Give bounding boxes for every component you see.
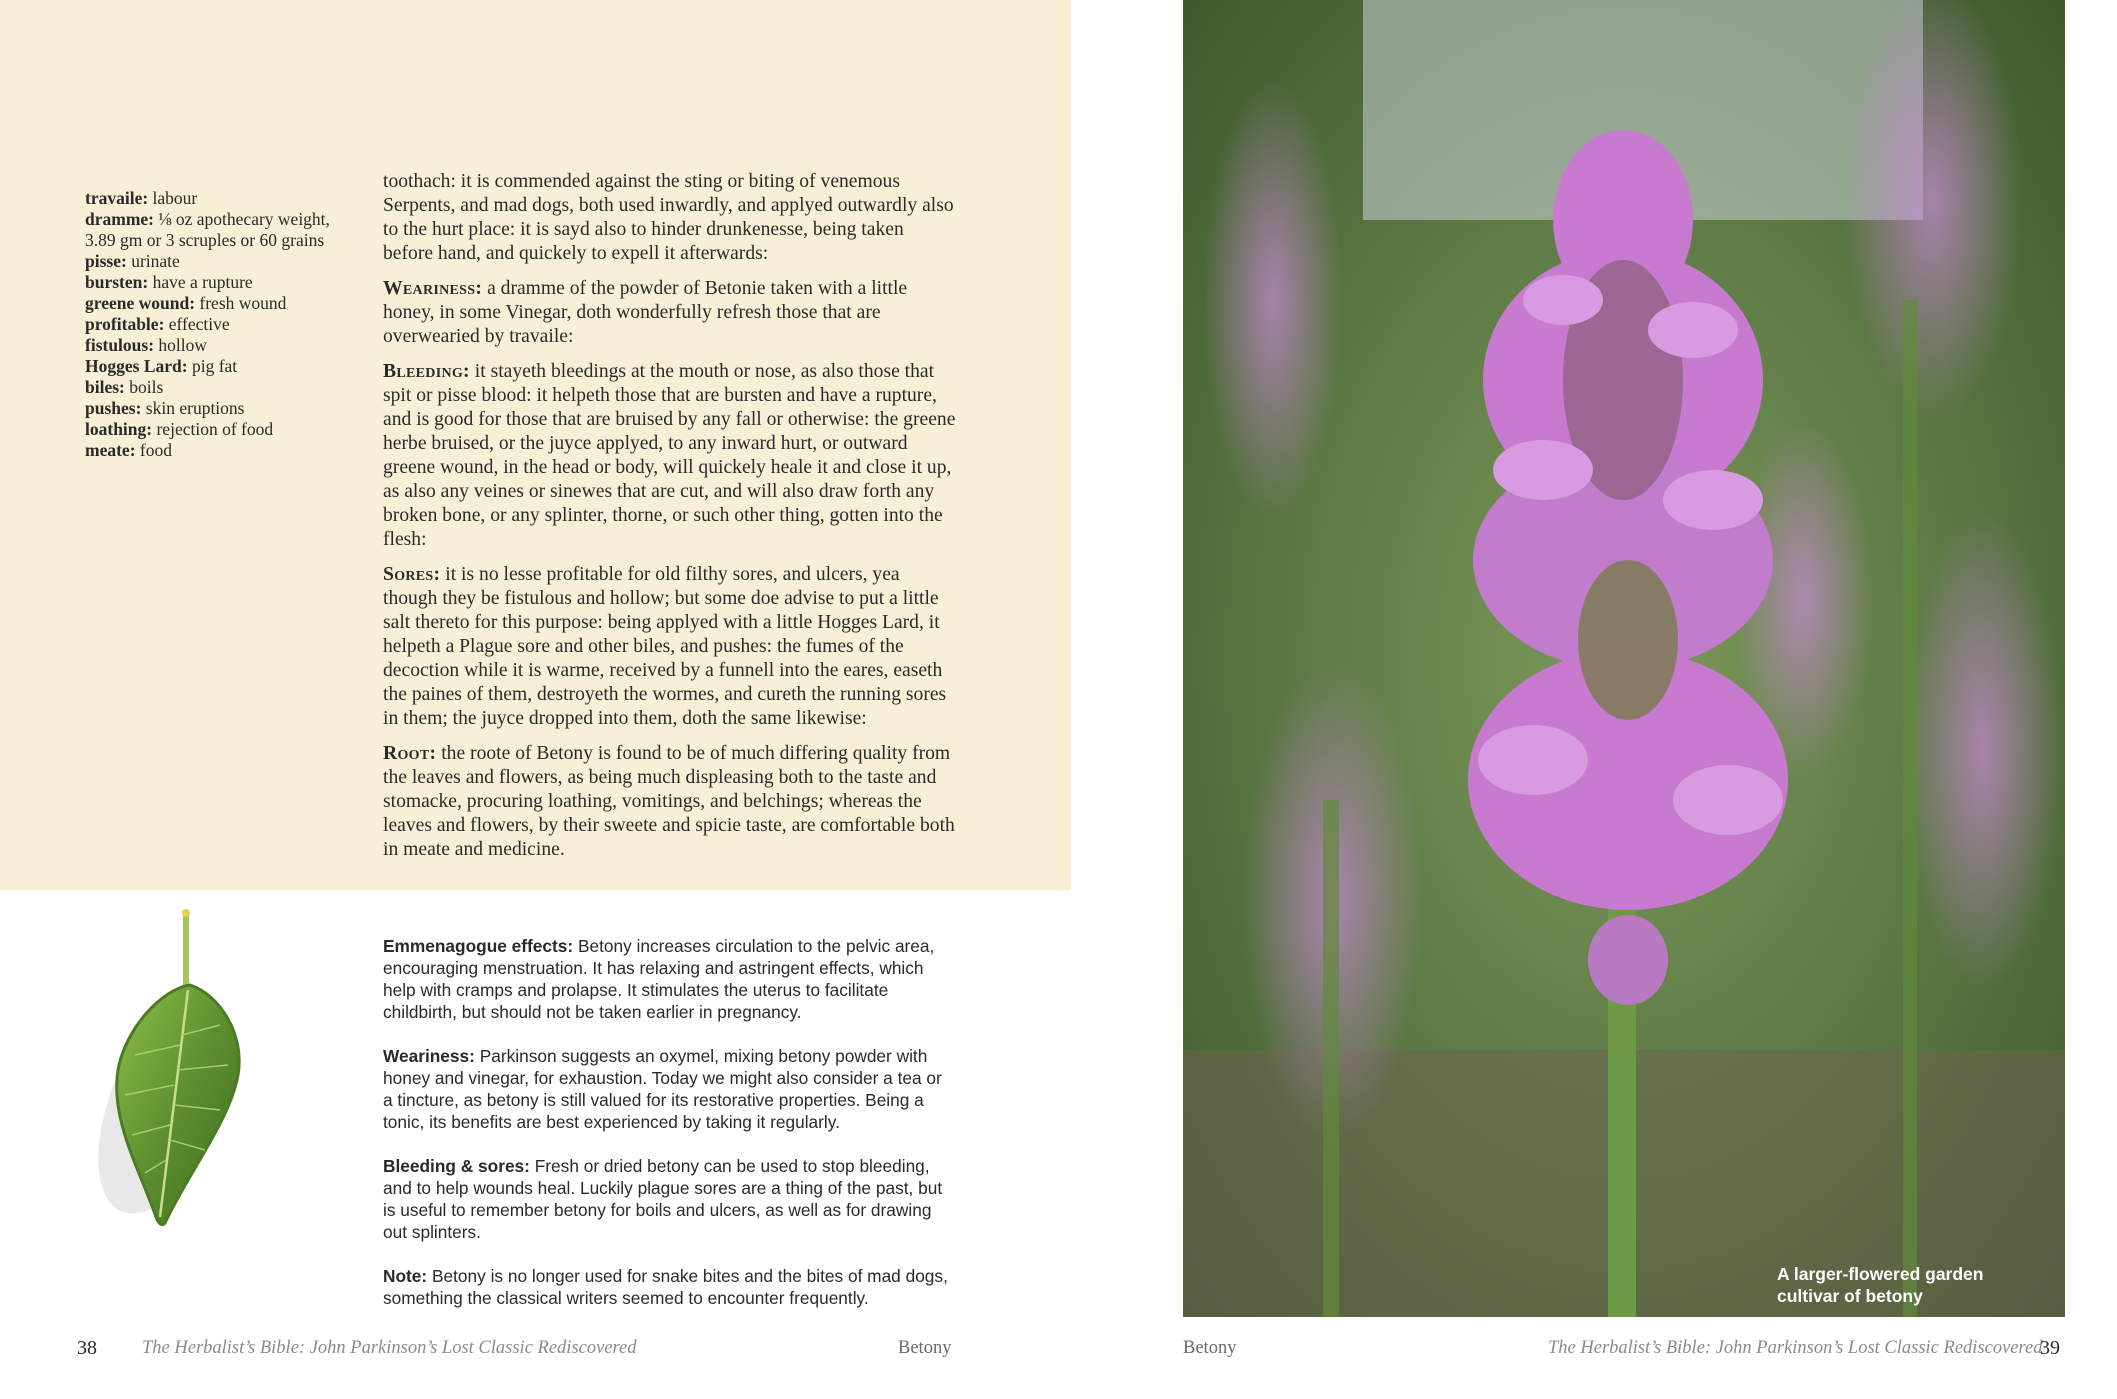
glossary-entry: fistulous: hollow <box>85 335 208 355</box>
emmenagogue-heading: Emmenagogue effects: <box>383 936 574 956</box>
glossary-entry: bursten: have a rupture <box>85 272 253 292</box>
glossary-entry: pisse: urinate <box>85 251 180 271</box>
glossary-entry: dramme: ⅛ oz apothecary weight, 3.89 gm or 3 scruples or 60 grains <box>85 209 330 250</box>
glossary-entry: loathing: rejection of food <box>85 419 274 439</box>
glossary-entry: profitable: effective <box>85 314 230 334</box>
glossary-entry: biles: boils <box>85 377 164 397</box>
page-number-right: 39 <box>2040 1337 2060 1359</box>
root-paragraph: Root: the roote of Betony is found to be of much differing quality from the leaves and flowers, as being much displeasing both to the taste and stomacke, procuring loathing, vomitings, and belchings; whereas the leaves and flowers, by their sweete and spicie taste, are comfortable both in meate and medicine. <box>383 743 955 860</box>
parkinson-text <box>383 170 958 873</box>
bleeding-sores-heading: Bleeding & sores: <box>383 1156 530 1176</box>
emmenagogue-paragraph: Emmenagogue effects: Betony increases circulation to the pelvic area, encouraging menstruation. It has relaxing and astringent effects, which help with cramps and prolapse. It stimulates the uterus to facilitate childbirth, but should not be taken earlier in pregnancy. <box>383 936 935 1022</box>
photo-caption: A larger-flowered garden cultivar of betony <box>1777 1264 1984 1306</box>
section-label-right: Betony <box>1183 1338 1237 1358</box>
sores-paragraph: Sores: it is no lesse profitable for old filthy sores, and ulcers, yea though they be fistulous and hollow; but some doe advise to put a little salt thereto for this purpose: being applyed with a little Hogges Lard, it helpeth a Plague sore and other biles, and pushes: the fumes of the decoction while it is warme, received by a funnell into the eares, easeth the paines of them, destroyeth the wormes, and cureth the running sores in them; the juyce dropped into them, doth the same likewise: <box>383 564 947 729</box>
weariness-modern-paragraph: Weariness: Parkinson suggests an oxymel, mixing betony powder with honey and vinegar, for exhaustion. Today we might also consider a tea or a tincture, as betony is still valued for its restorative properties. Being a tonic, its benefits are best experienced by taking it regularly. <box>383 1046 942 1132</box>
sores-heading: Sores: <box>383 564 441 585</box>
glossary-entry: meate: food <box>85 440 172 460</box>
glossary-entry: pushes: skin eruptions <box>85 398 245 418</box>
running-title-right: The Herbalist’s Bible: John Parkinson’s Lost Classic Rediscovered <box>1548 1338 2043 1358</box>
glossary <box>85 188 345 461</box>
intro-paragraph: toothach: it is commended against the sting or biting of venemous Serpents, and mad dogs, both used inwardly, and applyed outwardly also to the hurt place: it is sayd also to hinder drunkenesse, being taken before hand, and quickely to expell it afterwards: <box>383 171 954 264</box>
betony-flower-photo <box>1183 0 2065 1317</box>
weariness-paragraph: Weariness: a dramme of the powder of Betonie taken with a little honey, in some Vinegar, doth wonderfully refresh those that are overwearied by travaile: <box>383 278 908 347</box>
root-heading: Root: <box>383 743 437 764</box>
page-number-left: 38 <box>77 1337 97 1359</box>
section-label-left: Betony <box>898 1338 952 1358</box>
modern-commentary <box>383 935 953 1331</box>
glossary-entry: greene wound: fresh wound <box>85 293 287 313</box>
bleeding-paragraph: Bleeding: it stayeth bleedings at the mouth or nose, as also those that spit or pisse blood: it helpeth those that are bursten and have a rupture, and is good for those that are bruised by any fall or otherwise: the greene herbe bruised, or the juyce applyed, to any inward hurt, or outward greene wound, in the head or body, will quickely heale it and close it up, as also any veines or sinewes that are cut, and will also draw forth any broken bone, or any splinter, thorne, or such other thing, gotten into the flesh: <box>383 361 956 550</box>
weariness-modern-heading: Weariness: <box>383 1046 475 1066</box>
glossary-entry: Hogges Lard: pig fat <box>85 356 238 376</box>
bleeding-heading: Bleeding: <box>383 361 470 382</box>
running-title-left: The Herbalist’s Bible: John Parkinson’s Lost Classic Rediscovered <box>142 1338 637 1358</box>
betony-leaf-image <box>70 905 270 1235</box>
note-paragraph: Note: Betony is no longer used for snake bites and the bites of mad dogs, something the classical writers seemed to encounter frequently. <box>383 1266 948 1308</box>
note-heading: Note: <box>383 1266 428 1286</box>
bleeding-sores-paragraph: Bleeding & sores: Fresh or dried betony can be used to stop bleeding, and to help wounds heal. Luckily plague sores are a thing of the past, but is useful to remember betony for boils and ulcers, as well as for drawing out splinters. <box>383 1156 943 1242</box>
glossary-entry: travaile: labour <box>85 188 198 208</box>
weariness-heading: Weariness: <box>383 278 483 299</box>
